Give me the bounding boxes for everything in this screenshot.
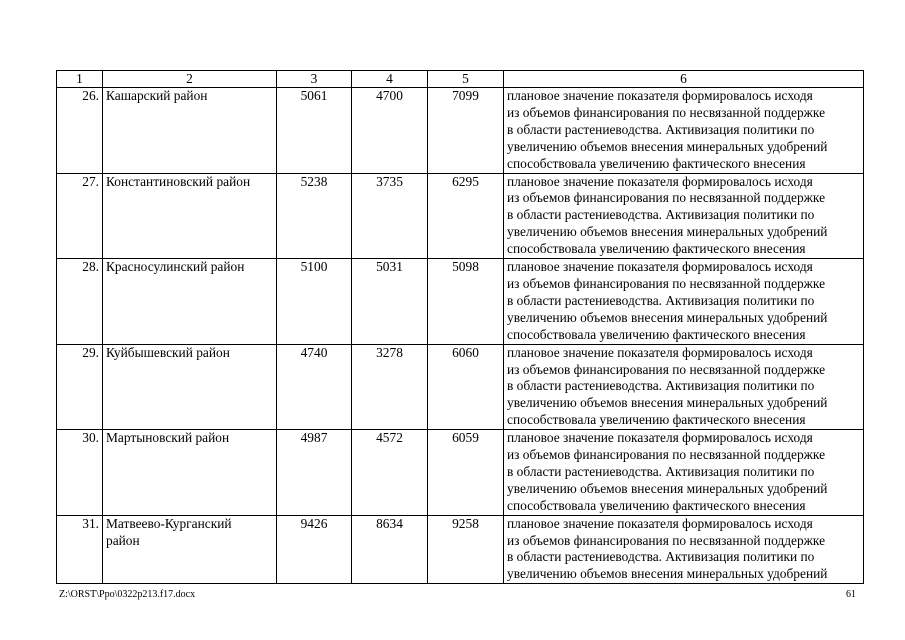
district-name-line: Куйбышевский район [106,344,230,360]
description-line: способствовала увеличению фактического внесения [507,497,806,513]
value-col-3: 5061 [277,88,352,174]
table-body [57,71,864,584]
value-col-3: 4740 [277,344,352,430]
value-col-5: 6060 [428,344,504,430]
value-col-3: 4987 [277,430,352,516]
description-line: из объемов финансирования по несвязанной поддержке [507,104,826,120]
description-line: увеличению объемов внесения минеральных удобрений [507,224,828,240]
header-cell-5: 5 [428,71,504,88]
district-name-line: район [106,532,140,548]
row-number: 31. [57,515,103,584]
description-line: увеличению объемов внесения минеральных удобрений [507,566,828,582]
value-col-5: 6059 [428,430,504,516]
description-line: способствовала увеличению фактического внесения [507,412,806,428]
value-col-5: 6295 [428,173,504,259]
district-name-line: Красносулинский район [106,259,245,275]
value-col-3: 5100 [277,259,352,345]
value-col-3: 5238 [277,173,352,259]
description-line: из объемов финансирования по несвязанной поддержке [507,275,826,291]
row-number: 27. [57,173,103,259]
description [504,515,864,584]
footer-file-path: Z:\ORST\Ppo\0322p213.f17.docx [59,589,196,600]
row-number: 26. [57,88,103,174]
description-line: плановое значение показателя формировалось исходя [507,88,813,103]
description-line: способствовала увеличению фактического внесения [507,155,806,171]
description-line: в области растениеводства. Активизация политики по [507,463,815,479]
header-cell-6: 6 [504,71,864,88]
table-row [57,344,864,430]
description-line: в области растениеводства. Активизация политики по [507,121,815,137]
table-row [57,515,864,584]
description-line: увеличению объемов внесения минеральных удобрений [507,395,828,411]
value-col-4: 4700 [352,88,428,174]
description-line: в области растениеводства. Активизация политики по [507,549,815,565]
description-line: из объемов финансирования по несвязанной поддержке [507,447,826,463]
district-name-line: Кашарский район [106,88,208,103]
description-line: из объемов финансирования по несвязанной поддержке [507,361,826,377]
value-col-4: 3278 [352,344,428,430]
description-line: плановое значение показателя формировалось исходя [507,173,813,189]
description-line: способствовала увеличению фактического внесения [507,241,806,257]
description [504,88,864,174]
value-col-4: 8634 [352,515,428,584]
value-col-3: 9426 [277,515,352,584]
header-cell-1: 1 [57,71,103,88]
row-number: 28. [57,259,103,345]
description-line: из объемов финансирования по несвязанной поддержке [507,190,826,206]
value-col-5: 9258 [428,515,504,584]
header-cell-4: 4 [352,71,428,88]
description-line: в области растениеводства. Активизация политики по [507,378,815,394]
value-col-4: 3735 [352,173,428,259]
description-line: способствовала увеличению фактического внесения [507,326,806,342]
description-line: увеличению объемов внесения минеральных удобрений [507,309,828,325]
table-row [57,88,864,174]
district-name-line: Матвеево-Курганский [106,515,232,531]
data-table [56,70,864,584]
district-name-line: Константиновский район [106,173,251,189]
value-col-4: 5031 [352,259,428,345]
description-line: из объемов финансирования по несвязанной поддержке [507,532,826,548]
district-name [103,430,277,516]
description-line: плановое значение показателя формировалось исходя [507,515,813,531]
description [504,344,864,430]
description [504,259,864,345]
value-col-4: 4572 [352,430,428,516]
description-line: увеличению объемов внесения минеральных удобрений [507,138,828,154]
description-line: плановое значение показателя формировалось исходя [507,430,813,446]
header-cell-3: 3 [277,71,352,88]
description-line: плановое значение показателя формировалось исходя [507,259,813,275]
row-number: 30. [57,430,103,516]
table-row [57,430,864,516]
district-name [103,344,277,430]
value-col-5: 5098 [428,259,504,345]
description [504,430,864,516]
district-name [103,88,277,174]
description-line: плановое значение показателя формировалось исходя [507,344,813,360]
district-name [103,259,277,345]
district-name [103,173,277,259]
table-row [57,173,864,259]
table-row [57,259,864,345]
description-line: в области растениеводства. Активизация политики по [507,292,815,308]
description-line: в области растениеводства. Активизация политики по [507,207,815,223]
description [504,173,864,259]
description-line: увеличению объемов внесения минеральных удобрений [507,480,828,496]
row-number: 29. [57,344,103,430]
page-number: 61 [846,589,856,600]
header-cell-2: 2 [103,71,277,88]
value-col-5: 7099 [428,88,504,174]
district-name [103,515,277,584]
district-name-line: Мартыновский район [106,430,230,446]
header-row [57,71,864,88]
